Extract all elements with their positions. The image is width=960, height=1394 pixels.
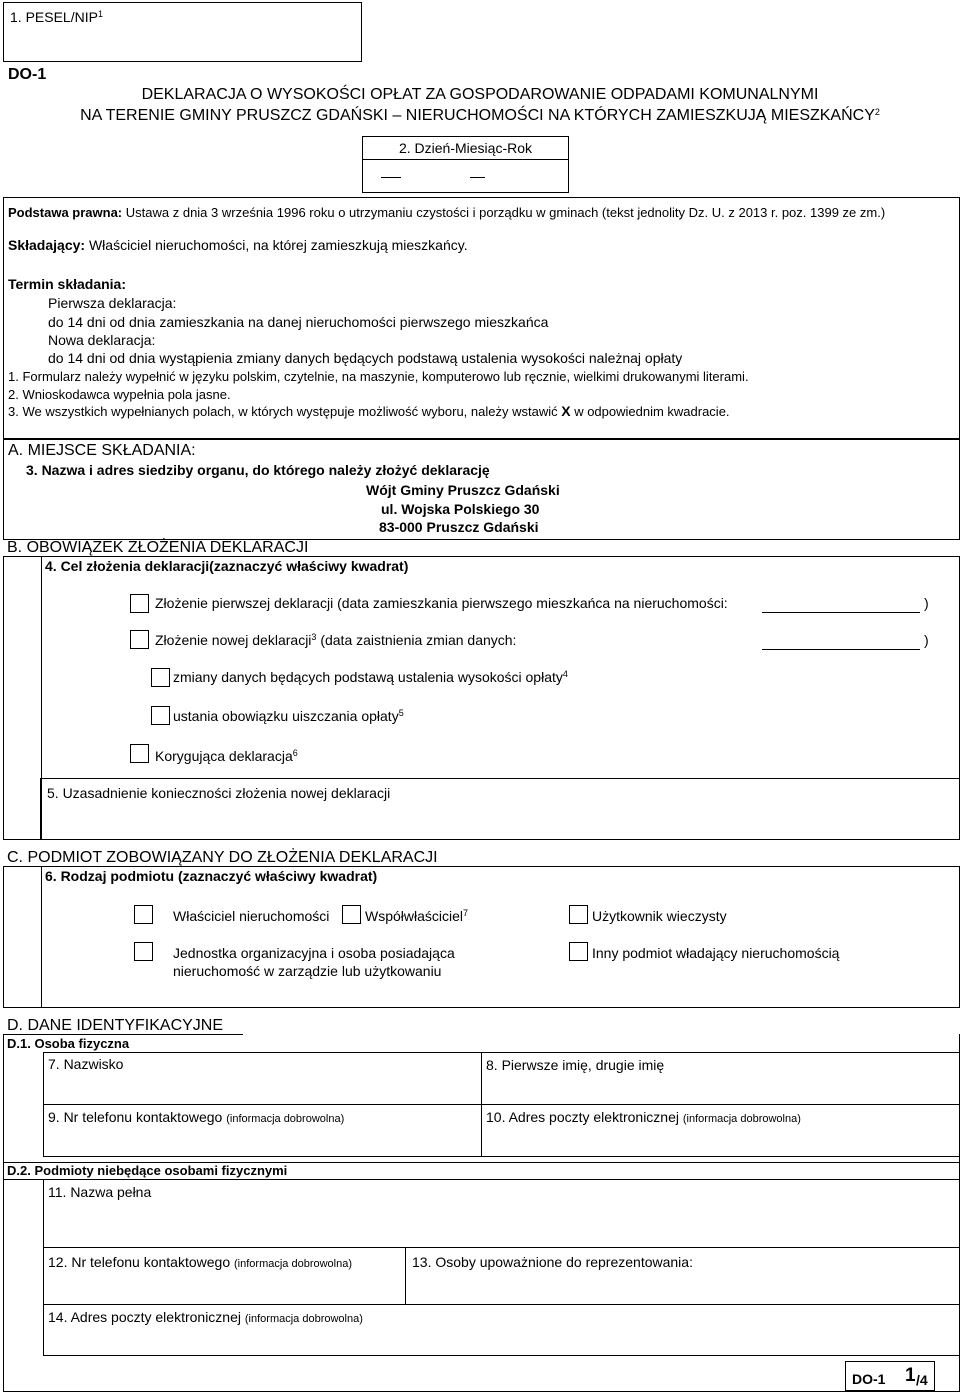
phone-field[interactable] — [43, 1104, 482, 1157]
form-code: DO-1 — [8, 66, 47, 83]
obligation-end-checkbox[interactable] — [151, 706, 170, 725]
field-3-label: 3. Nazwa i adres siedziby organu, do którego należy złożyć deklarację — [26, 462, 490, 478]
obligation-end-option: ustania obowiązku uiszczania opłaty$^5$ — [173, 708, 404, 724]
deadline-label: Termin składania: — [8, 276, 127, 292]
section-b-title: B. OBOWIĄZEK ZŁOŻENIA DEKLARACJI — [7, 539, 309, 556]
field-12-label: 12. Nr telefonu kontaktowego (informacja dobrowolna) — [48, 1254, 353, 1270]
section-c — [3, 866, 960, 1008]
field-14-label: 14. Adres poczty elektronicznej (informacja dobrowolna) — [48, 1309, 363, 1325]
field-11-label: 11. Nazwa pełna — [48, 1184, 152, 1200]
new-declaration-checkbox[interactable] — [130, 630, 149, 649]
pesel-field[interactable] — [3, 2, 362, 62]
legal-basis: Podstawa prawna: Ustawa z dnia 3 września 1996 roku o utrzymaniu czystości i porządku w gminach (tekst jednolity Dz. U. z 2013 r. poz. 1399 ze zm.) — [8, 205, 886, 220]
first-declaration-checkbox[interactable] — [130, 594, 149, 613]
form-title-line1: DEKLARACJA O WYSOKOŚCI OPŁAT ZA GOSPODAROWANIE ODPADAMI KOMUNALNYMI — [141, 86, 819, 103]
instruction-2: 2. Wnioskodawca wypełnia pola jasne. — [8, 387, 231, 402]
section-a-title: A. MIEJSCE SKŁADANIA: — [8, 442, 196, 459]
representatives-field[interactable] — [405, 1247, 960, 1305]
authority-name: Wójt Gminy Pruszcz Gdański — [366, 482, 560, 498]
org-email-field[interactable] — [43, 1304, 960, 1356]
field-5-label: 5. Uzasadnienie konieczności złożenia nowej deklaracji — [47, 785, 391, 801]
justification-field[interactable] — [40, 778, 960, 840]
owner-option: Właściciel nieruchomości — [173, 908, 330, 924]
full-name-field[interactable] — [43, 1179, 960, 1248]
submitter: Składający: Właściciel nieruchomości, na której zamieszkują mieszkańcy. — [8, 237, 468, 253]
section-a — [3, 439, 960, 540]
perpetual-user-option: Użytkownik wieczysty — [592, 908, 727, 924]
d1-title: D.1. Osoba fizyczna — [7, 1036, 130, 1051]
first-declaration-label: Pierwsza deklaracja: — [48, 295, 177, 311]
correction-option: Korygująca deklaracja$^6$ — [155, 748, 298, 764]
close-paren: ) — [924, 595, 929, 611]
co-owner-checkbox[interactable] — [342, 905, 361, 924]
authority-street: ul. Wojska Polskiego 30 — [381, 501, 540, 517]
email-field[interactable] — [481, 1104, 960, 1157]
pesel-label: 1. PESEL/NIP$^1$ — [10, 9, 103, 25]
data-change-option: zmiany danych będących podstawą ustalenia wysokości opłaty$^4$ — [173, 669, 568, 685]
new-declaration-text: do 14 dni od dnia wystąpienia zmiany danych będących podstawą ustalenia wysokości należnaj opłaty — [48, 350, 683, 366]
field-9-label: 9. Nr telefonu kontaktowego (informacja dobrowolna) — [48, 1109, 345, 1125]
first-declaration-date-line[interactable] — [762, 612, 920, 613]
field-13-label: 13. Osoby upoważnione do reprezentowania: — [412, 1254, 693, 1270]
field-4-label: 4. Cel złożenia deklaracji(zaznaczyć właściwy kwadrat) — [45, 558, 409, 574]
org-unit-option-line2: nieruchomość w zarządzie lub użytkowaniu — [173, 963, 442, 979]
other-entity-option: Inny podmiot władający nieruchomością — [592, 945, 840, 961]
instruction-1: 1. Formularz należy wypełnić w języku polskim, czytelnie, na maszynie, komputerowo lub ręcznie, wielkimi drukowanymi literami. — [8, 369, 749, 384]
co-owner-option: Współwłaściciel$^7$ — [365, 908, 469, 924]
first-declaration-text: do 14 dni od dnia zamieszkania na danej nieruchomości pierwszego mieszkańca — [48, 314, 549, 330]
first-declaration-option: Złożenie pierwszej deklaracji (data zamieszkania pierwszego mieszkańca na nieruchomości: — [155, 595, 728, 611]
section-d-title: D. DANE IDENTYFIKACYJNE — [7, 1017, 224, 1034]
first-names-field[interactable] — [481, 1052, 960, 1105]
owner-checkbox[interactable] — [134, 905, 153, 924]
org-phone-field[interactable] — [43, 1247, 406, 1305]
org-unit-checkbox[interactable] — [134, 942, 153, 961]
instruction-3: 3. We wszystkich wypełnianych polach, w których występuje możliwość wyboru, należy wstawić X w odpowiednim kwadracie. — [8, 403, 730, 419]
perpetual-user-checkbox[interactable] — [569, 905, 588, 924]
form-title-line2: NA TERENIE GMINY PRUSZCZ GDAŃSKI – NIERUCHOMOŚCI NA KTÓRYCH ZAMIESZKUJĄ MIESZKAŃCY$^2$ — [80, 107, 880, 124]
surname-field[interactable] — [43, 1052, 482, 1105]
other-entity-checkbox[interactable] — [569, 942, 588, 961]
section-c-title: C. PODMIOT ZOBOWIĄZANY DO ZŁOŻENIA DEKLARACJI — [7, 849, 438, 866]
authority-city: 83-000 Pruszcz Gdański — [379, 519, 539, 535]
new-declaration-date-line[interactable] — [762, 649, 920, 650]
data-change-checkbox[interactable] — [151, 668, 170, 687]
footer-page: 1 — [905, 1365, 916, 1386]
org-unit-option-line1: Jednostka organizacyjna i osoba posiadająca — [173, 945, 455, 961]
close-paren: ) — [924, 632, 929, 648]
new-declaration-label: Nowa deklaracja: — [48, 332, 156, 348]
correction-checkbox[interactable] — [130, 744, 149, 763]
field-6-label: 6. Rodzaj podmiotu (zaznaczyć właściwy kwadrat) — [45, 868, 378, 884]
d2-title: D.2. Podmioty niebędące osobami fizycznymi — [7, 1163, 288, 1178]
footer-total: /4 — [916, 1372, 928, 1388]
date-label: 2. Dzień-Miesiąc-Rok — [363, 140, 568, 160]
page-number-box — [845, 1361, 935, 1391]
date-field[interactable] — [362, 136, 569, 193]
field-8-label: 8. Pierwsze imię, drugie imię — [486, 1057, 665, 1073]
footer-form-code: DO-1 — [852, 1371, 886, 1387]
field-10-label: 10. Adres poczty elektronicznej (informacja dobrowolna) — [486, 1109, 801, 1125]
new-declaration-option: Złożenie nowej deklaracji$^3$ (data zaistnienia zmian danych: — [155, 632, 517, 648]
info-box — [3, 197, 960, 439]
field-7-label: 7. Nazwisko — [48, 1056, 124, 1072]
